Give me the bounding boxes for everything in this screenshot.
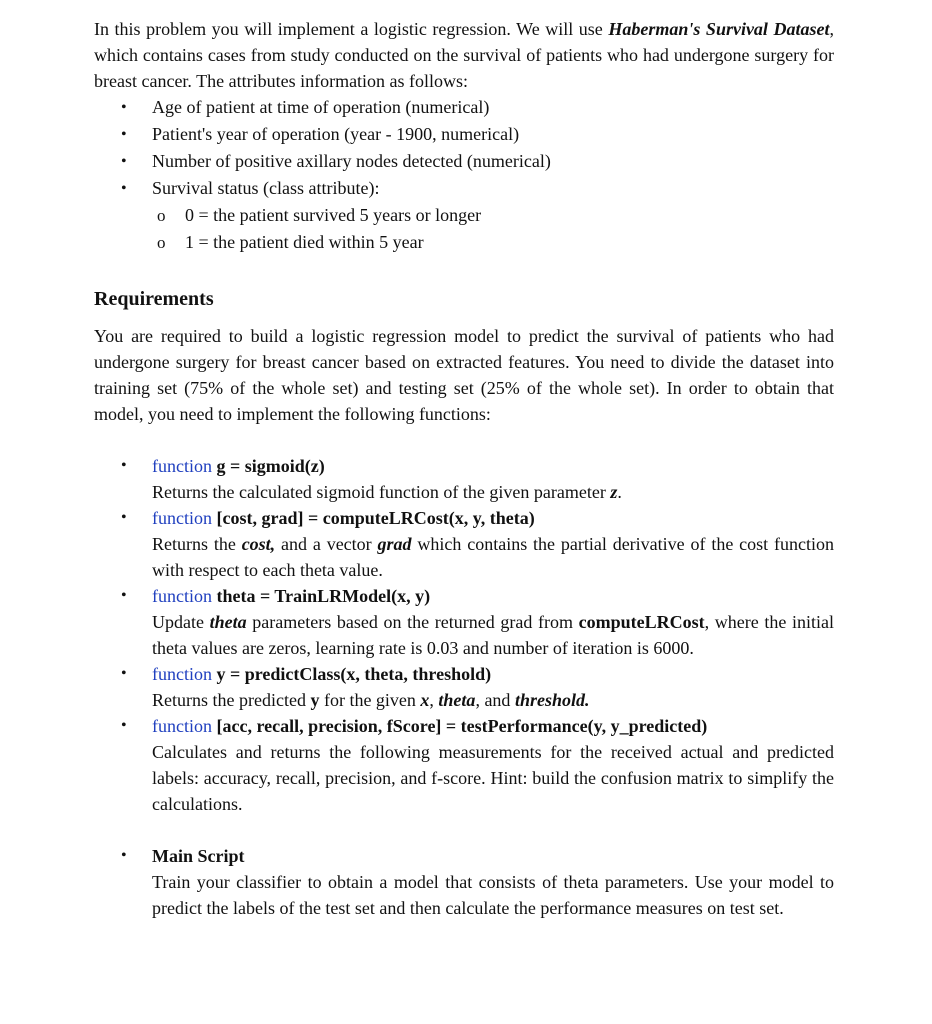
signature-text: [cost, grad] = computeLRCost(x, y, theta) — [216, 508, 535, 528]
requirements-heading: Requirements — [94, 288, 214, 310]
main-script-description: Train your classifier to obtain a model that consists of theta parameters. Use your model to predict the labels of the test set and then calculate the performance measures on test set. — [152, 872, 834, 918]
description-text: Returns the — [152, 534, 242, 554]
list-item — [152, 229, 834, 256]
intro-text-2: , which contains cases from study conducted on the survival of patients who had undergone surgery for breast cancer. The attributes information as follows: — [94, 19, 834, 91]
bullet-icon: • — [121, 717, 127, 734]
description-bold: y — [310, 690, 320, 710]
list-item — [94, 148, 834, 175]
document-page — [94, 16, 834, 921]
function-description — [152, 687, 834, 713]
description-text: . — [617, 482, 622, 502]
description-emphasis: cost, — [241, 534, 276, 554]
function-description — [152, 531, 834, 583]
list-item — [94, 94, 834, 121]
main-script-title: Main Script — [152, 846, 245, 866]
bullet-icon: • — [121, 847, 127, 864]
description-text: , where the initial theta values are zeros, learning rate is 0.03 and number of iteration is 6000. — [152, 612, 834, 658]
description-text: which contains the partial derivative of the cost function with respect to each theta value. — [152, 534, 834, 580]
description-emphasis: threshold. — [514, 690, 590, 710]
function-keyword: function — [152, 586, 212, 606]
description-text: Returns the predicted — [152, 690, 311, 710]
function-signature — [152, 713, 834, 739]
description-text: parameters based on the returned grad from — [246, 612, 579, 632]
function-item — [94, 505, 834, 583]
sub-bullet-icon: o — [157, 206, 166, 225]
bullet-icon: • — [121, 587, 127, 604]
attribute-text: Survival status (class attribute): — [152, 178, 380, 198]
bullet-icon: • — [121, 180, 127, 197]
intro-text-1: In this problem you will implement a logistic regression. We will use — [94, 19, 609, 39]
attribute-text: Number of positive axillary nodes detected (numerical) — [152, 151, 551, 171]
list-item — [94, 175, 834, 256]
function-keyword: function — [152, 716, 212, 736]
description-text: and a vector — [275, 534, 378, 554]
dataset-name: Haberman's Survival Dataset — [608, 19, 830, 39]
bullet-icon: • — [121, 509, 127, 526]
main-script-item — [94, 843, 834, 921]
attribute-list — [94, 94, 834, 256]
survival-values-list — [152, 202, 834, 256]
description-text: Update — [152, 612, 210, 632]
function-signature — [152, 453, 834, 479]
function-list — [94, 453, 834, 921]
attribute-text: Age of patient at time of operation (numerical) — [152, 97, 490, 117]
intro-paragraph — [94, 16, 834, 94]
description-text: Returns the calculated sigmoid function of the given parameter — [152, 482, 611, 502]
signature-text: theta = TrainLRModel(x, y) — [216, 586, 431, 606]
function-signature — [152, 661, 834, 687]
function-item — [94, 453, 834, 505]
function-item — [94, 713, 834, 817]
description-text: for the given — [319, 690, 421, 710]
bullet-icon: • — [121, 99, 127, 116]
function-description — [152, 609, 834, 661]
attribute-text: Patient's year of operation (year - 1900, numerical) — [152, 124, 520, 144]
function-description — [152, 479, 834, 505]
bullet-icon: • — [121, 153, 127, 170]
description-emphasis: grad — [377, 534, 412, 554]
description-emphasis: z — [610, 482, 618, 502]
bullet-icon: • — [121, 665, 127, 682]
function-keyword: function — [152, 456, 212, 476]
function-keyword: function — [152, 508, 212, 528]
bullet-icon: • — [121, 126, 127, 143]
requirements-paragraph: You are required to build a logistic regression model to predict the survival of patients who had undergone surgery for breast cancer based on extracted features. You need to divide the dataset into training set (75% of the whole set) and testing set (25% of the whole set). In order to obtain that model, you need to implement the following functions: — [94, 326, 834, 424]
function-keyword: function — [152, 664, 212, 684]
description-emphasis: theta — [209, 612, 247, 632]
list-item — [94, 121, 834, 148]
survival-value-text: 0 = the patient survived 5 years or longer — [185, 205, 482, 225]
description-text: , — [429, 690, 439, 710]
survival-value-text: 1 = the patient died within 5 year — [185, 232, 424, 252]
description-text: , and — [475, 690, 515, 710]
bullet-icon: • — [121, 457, 127, 474]
function-item — [94, 583, 834, 661]
list-item — [152, 202, 834, 229]
function-signature — [152, 505, 834, 531]
signature-text: y = predictClass(x, theta, threshold) — [216, 664, 492, 684]
function-signature — [152, 583, 834, 609]
description-emphasis: x — [420, 690, 430, 710]
function-description: Calculates and returns the following measurements for the received actual and predicted labels: accuracy, recall, precision, and f-score. Hint: build the confusion matrix to simplify the calculations. — [152, 742, 834, 814]
function-item — [94, 661, 834, 713]
description-bold: computeLRCost — [578, 612, 705, 632]
description-emphasis: theta — [438, 690, 476, 710]
sub-bullet-icon: o — [157, 233, 166, 252]
signature-text: [acc, recall, precision, fScore] = testPerformance(y, y_predicted) — [216, 716, 708, 736]
signature-text: g = sigmoid(z) — [216, 456, 325, 476]
